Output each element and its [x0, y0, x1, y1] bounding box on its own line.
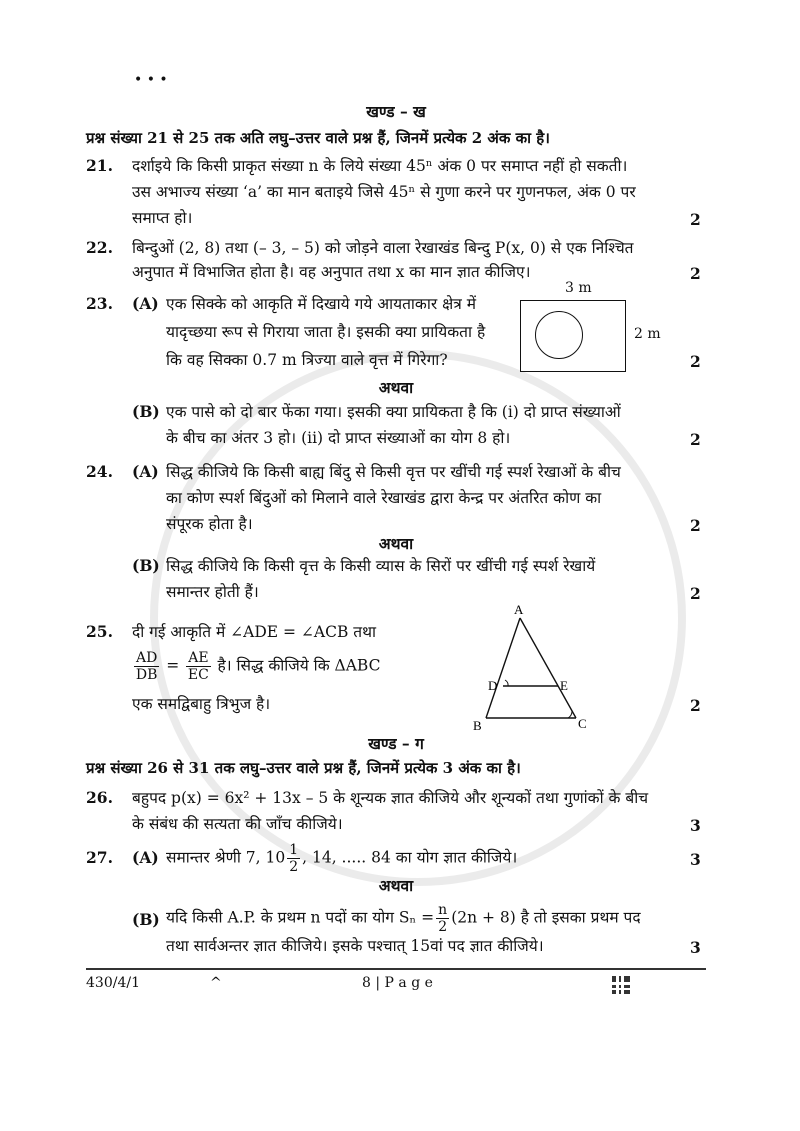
q24-number: 24. — [86, 462, 113, 481]
q23-fig-height-label: 2 m — [634, 326, 661, 342]
q25-line3: एक समद्विबाहु त्रिभुज है। — [132, 695, 271, 713]
q25-frac1-top: AD — [136, 650, 158, 666]
q23-a-line2: यादृच्छया रूप से गिराया जाता है। इसकी क्या प्रायिकता है — [166, 323, 486, 341]
q23-or: अथवा — [378, 378, 414, 397]
q27-a-label: (A) — [132, 848, 159, 867]
q21-line1: दर्शाइये कि किसी प्राकृत संख्या n के लिये संख्या 45ⁿ अंक 0 पर समाप्त नहीं हो सकती। — [132, 157, 628, 175]
q24-b-label: (B) — [132, 556, 160, 575]
q21-marks: 2 — [690, 210, 701, 229]
q25-frac1-bottom: DB — [135, 667, 158, 683]
q23-b-line1: एक पासे को दो बार फेंका गया। इसकी क्या प्रायिकता है कि (i) दो प्राप्त संख्याओं — [166, 403, 621, 421]
side-ab — [486, 618, 520, 718]
footer-divider — [86, 968, 706, 970]
q27-b-fraction — [436, 902, 449, 935]
q27-a-pre: समान्तर श्रेणी 7, 10 — [166, 848, 286, 867]
point-e-label: E — [560, 678, 568, 693]
q27-b-marks: 3 — [690, 938, 701, 957]
footer-caret: ^ — [210, 975, 222, 991]
q22-number: 22. — [86, 238, 113, 257]
q27-b-label: (B) — [132, 910, 160, 929]
q27-b-frac-top: n — [438, 902, 448, 918]
q25-fraction-ae-ec — [186, 650, 210, 683]
q27-b-line1 — [166, 902, 641, 935]
q27-a-marks: 3 — [690, 850, 701, 869]
q26-line1: बहुपद p(x) = 6x² + 13x – 5 के शून्यक ज्ञात कीजिये और शून्यकों तथा गुणांकों के बीच — [132, 789, 649, 807]
q23-b-marks: 2 — [690, 430, 701, 449]
q21-line2: उस अभाज्य संख्या ‘a’ का मान बताइये जिसे 45ⁿ से गुणा करने पर गुणनफल, अंक 0 पर — [132, 183, 636, 201]
q27-a-line — [166, 842, 517, 875]
q21-number: 21. — [86, 156, 113, 175]
q21-line3: समाप्त हो। — [132, 209, 193, 227]
section-b-title: खण्ड – ख — [366, 102, 426, 121]
q27-b-frac-bottom: 2 — [438, 919, 448, 935]
angle-d-mark — [505, 680, 508, 686]
q25-fraction-ad-db — [134, 650, 159, 683]
rectangle-figure — [520, 300, 626, 372]
section-c-instruction: प्रश्न संख्या 26 से 31 तक लघु–उत्तर वाले प्रश्न हैं, जिनमें प्रत्येक 3 अंक का है। — [86, 759, 521, 777]
q23-b-line2: के बीच का अंतर 3 हो। (ii) दो प्राप्त संख्याओं का योग 8 हो। — [166, 429, 511, 447]
q23-a-line1: एक सिक्के को आकृति में दिखाये गये आयताकार क्षेत्र में — [166, 295, 476, 313]
q22-line2: अनुपात में विभाजित होता है। वह अनुपात तथा x का मान ज्ञात कीजिए। — [132, 263, 531, 281]
q27-b-post: (2n + 8) है तो इसका प्रथम पद — [451, 908, 641, 927]
q27-number: 27. — [86, 848, 113, 867]
q25-line2-rest: है। सिद्ध कीजिये कि ΔABC — [217, 656, 381, 675]
footer-code: 430/4/1 — [86, 975, 140, 991]
q27-b-pre: यदि किसी A.P. के प्रथम n पदों का योग Sₙ = — [166, 908, 435, 927]
q22-line1: बिन्दुओं (2, 8) तथा (– 3, – 5) को जोड़ने वाला रेखाखंड बिन्दु P(x, 0) से एक निश्चित — [132, 239, 634, 257]
q27-a-frac-bottom: 2 — [289, 859, 299, 875]
q24-a-label: (A) — [132, 462, 159, 481]
section-b-instruction: प्रश्न संख्या 21 से 25 तक अति लघु–उत्तर वाले प्रश्न हैं, जिनमें प्रत्येक 2 अंक का है। — [86, 129, 550, 147]
point-d-label: D — [488, 678, 498, 693]
q27-or: अथवा — [378, 876, 414, 895]
side-ac — [520, 618, 576, 718]
q25-marks: 2 — [690, 696, 701, 715]
q26-line2: के संबंध की सत्यता की जाँच कीजिये। — [132, 815, 343, 833]
q24-b-line1: सिद्ध कीजिये कि किसी वृत्त के किसी व्यास के सिरों पर खींची गई स्पर्श रेखायें — [166, 557, 596, 575]
q24-b-line2: समान्तर होती हैं। — [166, 583, 259, 601]
q24-a-line2: का कोण स्पर्श बिंदुओं को मिलाने वाले रेखाखंड द्वारा केन्द्र पर अंतरित कोण का — [166, 489, 602, 507]
q25-line2 — [132, 650, 380, 683]
q24-a-marks: 2 — [690, 516, 701, 535]
q24-a-line1: सिद्ध कीजिये कि किसी बाह्य बिंदु से किसी वृत्त पर खींची गई स्पर्श रेखाओं के बीच — [166, 463, 621, 481]
q23-fig-width-label: 3 m — [565, 280, 592, 296]
q25-frac2-bottom: EC — [187, 667, 209, 683]
point-c-label: C — [578, 716, 587, 731]
angle-c-mark — [568, 711, 572, 718]
q27-b-line2: तथा सार्वअन्तर ज्ञात कीजिये। इसके पश्चात् 15वां पद ज्ञात कीजिये। — [166, 937, 544, 955]
q23-a-marks: 2 — [690, 352, 701, 371]
header-dots: • • • — [134, 72, 168, 88]
q24-a-line3: संपूरक होता है। — [166, 515, 253, 533]
qr-code-icon — [612, 976, 630, 994]
q26-number: 26. — [86, 788, 113, 807]
q27-a-frac-top: 1 — [289, 842, 299, 858]
q24-or: अथवा — [378, 534, 414, 553]
q27-a-post: , 14, ..... 84 का योग ज्ञात कीजिये। — [302, 848, 518, 867]
q26-marks: 3 — [690, 816, 701, 835]
q23-number: 23. — [86, 294, 113, 313]
point-b-label: B — [473, 718, 482, 733]
circle-shape — [535, 311, 583, 359]
q25-frac2-top: AE — [188, 650, 209, 666]
footer-page-number: 8 | P a g e — [362, 975, 433, 991]
q24-b-marks: 2 — [690, 584, 701, 603]
q27-a-fraction — [287, 842, 300, 875]
q23-a-line3: कि वह सिक्का 0.7 m त्रिज्या वाले वृत्त में गिरेगा? — [166, 351, 448, 369]
q25-number: 25. — [86, 622, 113, 641]
q22-marks: 2 — [690, 264, 701, 283]
triangle-figure — [470, 600, 600, 735]
q23-a-label: (A) — [132, 294, 159, 313]
q23-b-label: (B) — [132, 402, 160, 421]
q25-equals: = — [166, 656, 180, 675]
point-a-label: A — [514, 602, 524, 617]
section-c-title: खण्ड – ग — [368, 734, 424, 753]
q25-line1: दी गई आकृति में ∠ADE = ∠ACB तथा — [132, 623, 377, 641]
